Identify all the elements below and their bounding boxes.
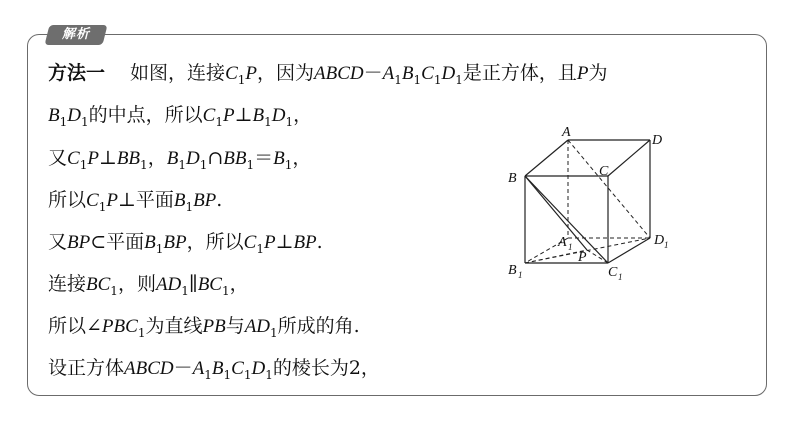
svg-text:1: 1 [618, 272, 623, 282]
edge-DC [608, 140, 650, 176]
label-A: A [562, 125, 571, 140]
analysis-tag-label: 解析 [61, 27, 90, 42]
label-D: D [652, 133, 663, 148]
solution-line-5: 又BP⊂平面$B_1BP$，所以$C_1P\perp BP$. [48, 231, 323, 256]
hidden-AD1 [568, 140, 650, 238]
label-P: P [578, 250, 587, 265]
solution-line-4: 所以$C_1P\perp$平面$B_1BP$. [48, 189, 223, 214]
solution-line-8: 设正方体$ABCD-A_1B_1C_1D_1$的棱长为2， [48, 357, 380, 382]
label-A1: A [558, 235, 567, 250]
cube-figure [490, 120, 690, 290]
label-B: B [508, 171, 517, 186]
solution-line-1: 方法一 如图，连接$C_1P$，因为$ABCD-A_1B_1C_1D_1$是正方体，且P为 [48, 62, 608, 87]
label-D1: D [654, 233, 665, 248]
solution-line-7: 所以$\angle PBC_1$为直线PB与$AD_1$所成的角. [48, 315, 360, 340]
segment-BP [525, 176, 587, 250]
svg-text:1: 1 [518, 270, 523, 280]
solution-line-3: 又$C_1P\perp BB_1$，$B_1D_1\cap BB_1=B_1$， [48, 147, 312, 172]
solution-line-2: $B_1D_1$的中点，所以$C_1P\perp B_1D_1$， [48, 104, 313, 129]
edge-AB [525, 140, 568, 176]
label-B1: B [508, 263, 517, 278]
svg-text:1: 1 [568, 242, 573, 252]
label-C: C [599, 164, 609, 179]
label-C1: C [608, 265, 618, 280]
solution-line-6: 连接$BC_1$，则$AD_1\parallel BC_1$， [48, 273, 249, 298]
analysis-tag [45, 25, 108, 45]
svg-text:1: 1 [664, 240, 669, 250]
